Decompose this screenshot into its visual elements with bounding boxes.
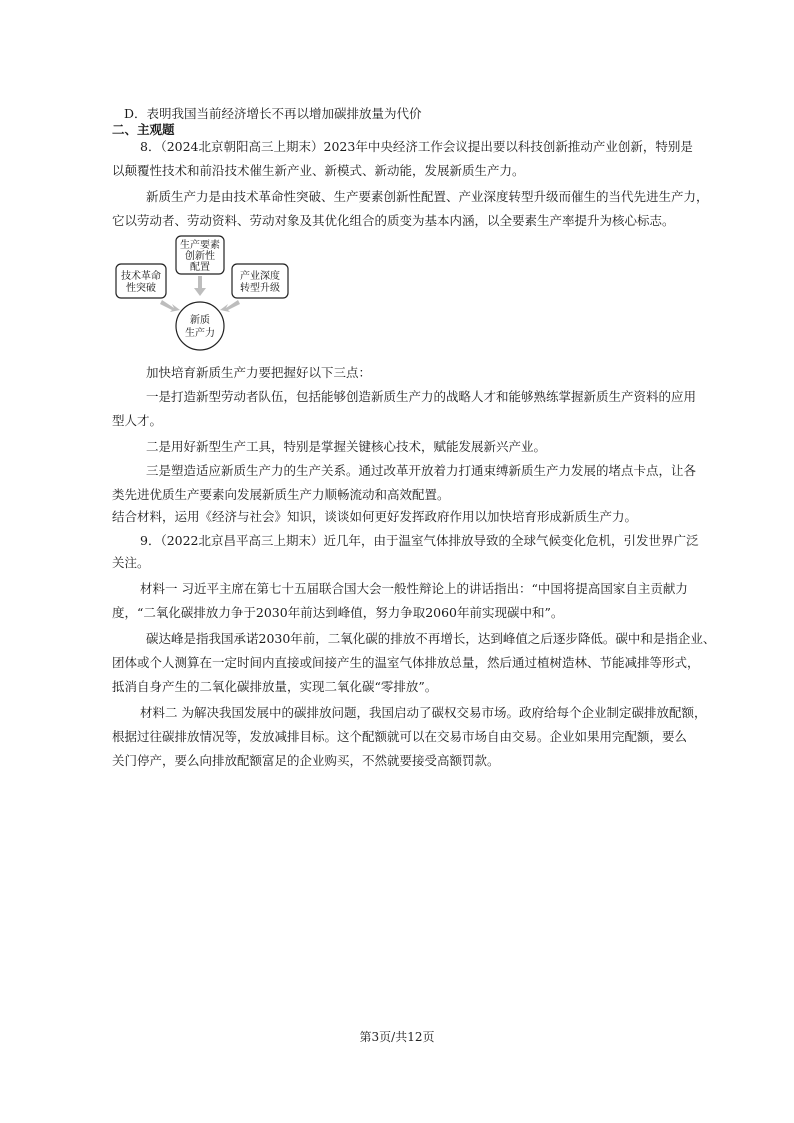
arrow-left [160,300,180,312]
page-footer: 第3页/共12页 [359,1030,435,1044]
point-three-line-2: 类先进优质生产要素向发展新质生产力顺畅流动和高效配置。 [112,487,450,502]
question-8-para-1: 新质生产力是由技术革命性突破、生产要素创新性配置、产业深度转型升级而催生的当代先进生产力， [146,189,709,204]
box-left-text-1: 技术革命 [121,271,161,282]
question-9-line-1: 9．（2022北京昌平高三上期末）近几年，由于温室气体排放导致的全球气候变化危机，引发世界广泛 [140,533,699,548]
material-two-line-1: 材料二 为解决我国发展中的碳排放问题，我国启动了碳权交易市场。政府给每个企业制定碳排放配额， [140,705,707,720]
box-top-text-3: 配置 [190,262,210,273]
box-top-text-1: 生产要素 [180,240,220,251]
point-one-line-1: 一是打造新型劳动者队伍，包括能够创造新质生产力的战略人才和能够熟练掌握新质生产资料的应用 [146,389,697,404]
question-8-line-2: 以颠覆性技术和前沿技术催生新产业、新模式、新动能，发展新质生产力。 [112,163,525,178]
question-8-para-2: 它以劳动者、劳动资料、劳动对象及其优化组合的质变为基本内涵，以全要素生产率提升为核心标志。 [112,213,675,228]
section-heading: 二、主观题 [112,122,175,137]
arrow-top [194,276,206,296]
material-one-line-4: 团体或个人测算在一定时间内直接或间接产生的温室气体排放总量，然后通过植树造林、节能减排等形式， [112,655,700,670]
box-top-text-2: 创新性 [185,251,215,262]
material-one-line-5: 抵消自身产生的二氧化碳排放量，实现二氧化碳“零排放”。 [112,679,438,694]
question-9-line-2: 关注。 [112,555,150,570]
question-8-lead: 加快培育新质生产力要把握好以下三点： [146,365,372,380]
option-d: D．表明我国当前经济增长不再以增加碳排放量为代价 [124,106,422,121]
center-text-2: 生产力 [185,328,215,339]
box-right-text-1: 产业深度 [240,271,280,282]
point-one-line-2: 型人才。 [112,413,163,428]
arrow-right [220,300,240,312]
material-one-line-1: 材料一 习近平主席在第七十五届联合国大会一般性辩论上的讲话指出：“中国将提高国家自主贡献力 [140,581,688,596]
point-two: 二是用好新型生产工具，特别是掌握关键核心技术，赋能发展新兴产业。 [146,439,547,454]
question-8-prompt: 结合材料，运用《经济与社会》知识，谈谈如何更好发挥政府作用以加快培育形成新质生产力。 [112,509,638,524]
center-circle [176,302,224,350]
center-text-1: 新质 [190,315,210,326]
point-three-line-1: 三是塑造适应新质生产力的生产关系。通过改革开放着力打通束缚新质生产力发展的堵点卡点，让各 [146,463,697,478]
material-one-line-2: 度，“二氧化碳排放力争于2030年前达到峰值，努力争取2060年前实现碳中和”。 [112,605,564,620]
box-left-text-2: 性突破 [126,283,156,294]
material-one-line-3: 碳达峰是指我国承诺2030年前，二氧化碳的排放不再增长，达到峰值之后逐步降低。碳中和是指企业、 [146,631,716,646]
material-two-line-2: 根据过往碳排放情况等，发放减排目标。这个配额就可以在交易市场自由交易。企业如果用完配额，要么 [112,729,688,744]
box-right-text-2: 转型升级 [240,283,280,294]
new-productivity-diagram [112,234,292,352]
question-8-line-1: 8．（2024北京朝阳高三上期末）2023年中央经济工作会议提出要以科技创新推动产业创新，特别是 [140,139,693,154]
material-two-line-3: 关门停产，要么向排放配额富足的企业购买，不然就要接受高额罚款。 [112,753,500,768]
